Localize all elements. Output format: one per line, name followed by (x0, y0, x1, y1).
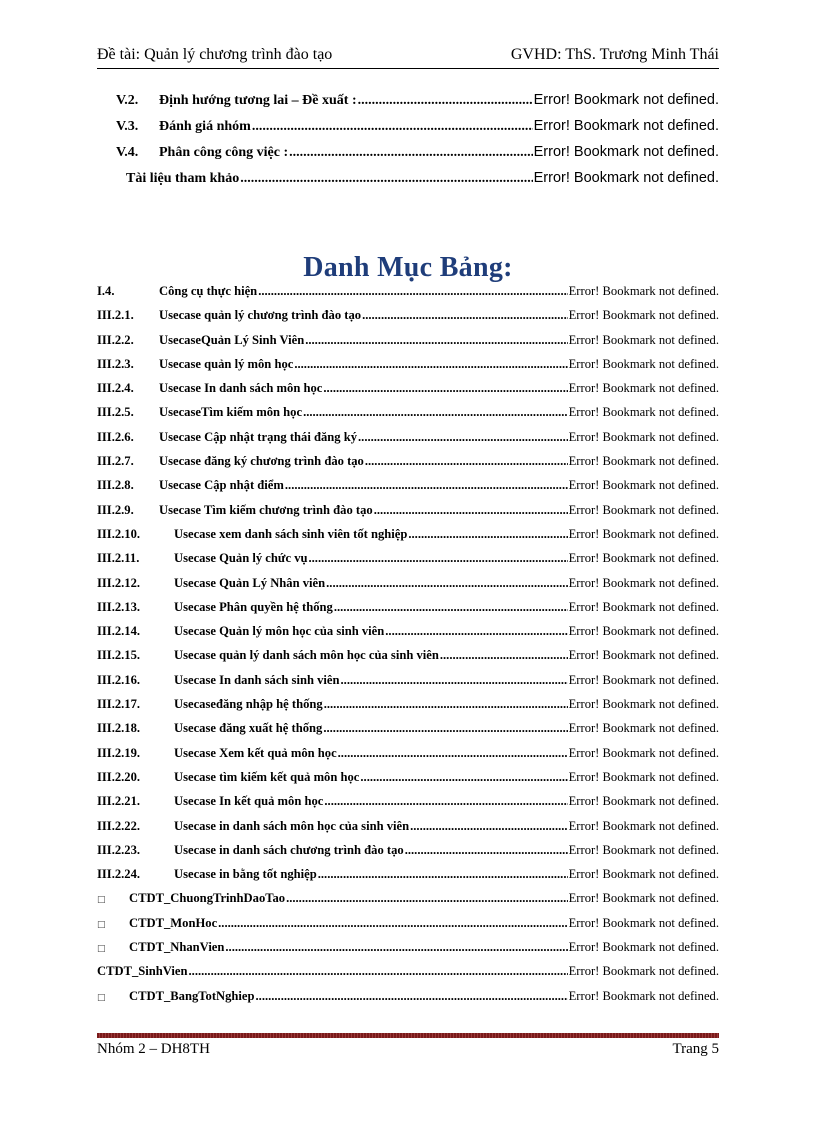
dot-leader (189, 964, 568, 979)
toc-entry-number: III.2.6. (97, 429, 134, 444)
toc-entry[interactable] (97, 478, 719, 502)
dot-leader (256, 989, 568, 1004)
toc-entry-title: Usecase đăng ký chương trình đào tạo (159, 454, 364, 469)
header-topic: Đề tài: Quản lý chương trình đào tạo (97, 46, 333, 63)
toc-entry-title: Usecase quản lý môn học (159, 356, 294, 371)
toc-entry[interactable] (97, 576, 719, 600)
toc-entry[interactable] (97, 770, 719, 794)
toc-entry-title: UsecaseTìm kiếm môn học (159, 405, 303, 420)
toc-entry-number: III.2.11. (97, 551, 140, 566)
toc-entry[interactable] (97, 92, 719, 118)
toc-entry-ref: Error! Bookmark not defined. (568, 891, 719, 906)
toc-entry-number: III.2.14. (97, 624, 141, 639)
toc-entry-ref: Error! Bookmark not defined. (568, 454, 719, 469)
toc-entry-number: III.2.18. (97, 721, 141, 736)
toc-entry[interactable] (97, 284, 719, 308)
toc-entry-ref: Error! Bookmark not defined. (533, 170, 719, 186)
checkbox-bullet-icon: □ (97, 944, 106, 955)
toc-entry-title: Usecase Phân quyền hệ thống (174, 599, 333, 614)
toc-entry-title: CTDT_BangTotNghiep (129, 988, 255, 1003)
toc-entry[interactable] (97, 405, 719, 429)
toc-entry-number: III.2.23. (97, 842, 141, 857)
toc-entry-ref: Error! Bookmark not defined. (568, 526, 719, 541)
toc-entry-ref: Error! Bookmark not defined. (533, 118, 719, 134)
dot-leader (358, 93, 533, 109)
toc-entry-title: Usecaseđăng nhập hệ thống (174, 697, 323, 712)
dot-leader (324, 794, 567, 809)
toc-entry-number: V.4. (116, 145, 139, 160)
toc-entry[interactable] (97, 891, 719, 915)
dot-leader (440, 648, 568, 663)
toc-entry-title: CTDT_SinhVien (97, 964, 188, 979)
dot-leader (258, 284, 567, 299)
toc-entry-number: III.2.22. (97, 818, 141, 833)
checkbox-bullet-icon: □ (97, 895, 106, 906)
toc-entry[interactable] (97, 551, 719, 575)
toc-entry-number: III.2.17. (97, 697, 141, 712)
toc-entry-ref: Error! Bookmark not defined. (533, 92, 719, 108)
toc-entry-title: Usecase in bằng tốt nghiệp (174, 867, 317, 882)
toc-entry[interactable] (97, 843, 719, 867)
toc-entry[interactable] (97, 624, 719, 648)
dot-leader (323, 721, 567, 736)
toc-entry-ref: Error! Bookmark not defined. (568, 794, 719, 809)
toc-entry-number: III.2.2. (97, 332, 134, 347)
toc-entry-number: III.2.20. (97, 769, 141, 784)
footer-group: Nhóm 2 – DH8TH (97, 1041, 210, 1057)
toc-entry-title: Phân công công việc : (159, 145, 289, 160)
dot-leader (365, 454, 568, 469)
dot-leader (334, 600, 568, 615)
toc-entry-number: III.2.4. (97, 381, 134, 396)
toc-entry-title: Usecase Quản Lý Nhân viên (174, 575, 326, 590)
toc-entry-title: Công cụ thực hiện (159, 284, 258, 298)
toc-entry-number: III.2.12. (97, 575, 141, 590)
toc-entry[interactable] (97, 794, 719, 818)
toc-entry-ref: Error! Bookmark not defined. (568, 672, 719, 687)
toc-entry-title: Định hướng tương lai – Đề xuất : (159, 93, 357, 108)
toc-entry-number: III.2.16. (97, 672, 141, 687)
toc-entry-title: Tài liệu tham khảo (126, 171, 240, 186)
toc-entry-title: Usecase In danh sách môn học (159, 381, 323, 396)
toc-entry-title: Usecase In kết quả môn học (174, 794, 324, 809)
dot-leader (289, 145, 533, 161)
dot-leader (405, 843, 568, 858)
table-list (97, 284, 719, 1013)
dot-leader (323, 381, 567, 396)
toc-entry-ref: Error! Bookmark not defined. (568, 356, 719, 371)
toc-entry-ref: Error! Bookmark not defined. (568, 551, 719, 566)
dot-leader (318, 867, 568, 882)
toc-entry-ref: Error! Bookmark not defined. (568, 332, 719, 347)
toc-entry[interactable] (97, 721, 719, 745)
toc-entry-number: III.2.3. (97, 356, 134, 371)
toc-entry-ref: Error! Bookmark not defined. (568, 940, 719, 955)
checkbox-bullet-icon: □ (97, 919, 106, 930)
toc-entry-ref: Error! Bookmark not defined. (568, 624, 719, 639)
toc-entry[interactable] (97, 454, 719, 478)
toc-entry-number: III.2.10. (97, 526, 141, 541)
dot-leader (218, 916, 567, 931)
dot-leader (303, 405, 568, 420)
toc-entry-ref: Error! Bookmark not defined. (568, 429, 719, 444)
header-advisor: GVHD: ThS. Trương Minh Thái (510, 46, 719, 63)
toc-entry-ref: Error! Bookmark not defined. (568, 721, 719, 736)
toc-entry-number: V.3. (116, 119, 139, 134)
dot-leader (338, 746, 568, 761)
toc-entry-title: Usecase quản lý chương trình đào tạo (159, 308, 362, 323)
toc-entry-title: Usecase quản lý danh sách môn học của sinh viên (174, 648, 439, 663)
toc-entry-number: III.2.9. (97, 502, 134, 517)
dot-leader (362, 308, 568, 323)
toc-entry[interactable] (97, 600, 719, 624)
toc-entry[interactable] (97, 648, 719, 672)
toc-entry-ref: Error! Bookmark not defined. (533, 144, 719, 160)
dot-leader (305, 333, 567, 348)
toc-entry-ref: Error! Bookmark not defined. (568, 284, 719, 298)
toc-entry-ref: Error! Bookmark not defined. (568, 769, 719, 784)
dot-leader (225, 940, 567, 955)
toc-entry[interactable] (97, 503, 719, 527)
toc-entry-title: UsecaseQuản Lý Sinh Viên (159, 332, 305, 347)
toc-entry[interactable] (97, 170, 719, 196)
toc-entry[interactable] (97, 357, 719, 381)
toc-entry-number: III.2.7. (97, 454, 134, 469)
toc-entry-title: Usecase tìm kiếm kết quả môn học (174, 769, 360, 784)
dot-leader (410, 819, 567, 834)
toc-entry-number: I.4. (97, 284, 115, 298)
dot-leader (358, 430, 568, 445)
dot-leader (324, 697, 568, 712)
toc-entry-ref: Error! Bookmark not defined. (568, 478, 719, 493)
toc-entry-number: III.2.24. (97, 867, 141, 882)
toc-entry-ref: Error! Bookmark not defined. (568, 599, 719, 614)
toc-entry-title: Usecase Xem kết quả môn học (174, 745, 337, 760)
toc-entry-ref: Error! Bookmark not defined. (568, 697, 719, 712)
dot-leader (294, 357, 567, 372)
toc-entry-number: III.2.21. (97, 794, 141, 809)
toc-entry-title: Usecase Quản lý chức vụ (174, 551, 308, 566)
toc-entry-title: Usecase đăng xuất hệ thống (174, 721, 323, 736)
toc-entry-ref: Error! Bookmark not defined. (568, 502, 719, 517)
dot-leader (341, 673, 568, 688)
toc-entry-ref: Error! Bookmark not defined. (568, 964, 719, 979)
toc-entry-ref: Error! Bookmark not defined. (568, 867, 719, 882)
dot-leader (240, 171, 532, 187)
toc-entry-number: III.2.13. (97, 599, 141, 614)
toc-entry[interactable] (97, 916, 719, 940)
toc-entry-ref: Error! Bookmark not defined. (568, 575, 719, 590)
toc-entry-title: CTDT_ChuongTrinhDaoTao (129, 891, 286, 906)
toc-entry[interactable] (97, 333, 719, 357)
dot-leader (374, 503, 568, 518)
dot-leader (309, 551, 568, 566)
toc-entry[interactable] (97, 144, 719, 170)
dot-leader (285, 478, 568, 493)
toc-entry-number: III.2.15. (97, 648, 141, 663)
toc-entry-title: CTDT_MonHoc (129, 915, 218, 930)
dot-leader (385, 624, 567, 639)
toc-entry-ref: Error! Bookmark not defined. (568, 915, 719, 930)
toc-entry[interactable] (97, 381, 719, 405)
toc-continued (97, 92, 719, 196)
toc-entry-title: Usecase Tìm kiếm chương trình đào tạo (159, 502, 373, 517)
toc-entry[interactable] (97, 940, 719, 964)
toc-entry-number: III.2.8. (97, 478, 134, 493)
dot-leader (360, 770, 567, 785)
toc-entry-title: Usecase Cập nhật trạng thái đăng ký (159, 429, 358, 444)
toc-entry-title: Đánh giá nhóm (159, 119, 251, 134)
toc-entry[interactable] (97, 673, 719, 697)
toc-entry-title: Usecase in danh sách chương trình đào tạo (174, 842, 404, 857)
section-heading: Danh Mục Bảng: (303, 252, 513, 283)
toc-entry-ref: Error! Bookmark not defined. (568, 842, 719, 857)
toc-entry[interactable] (97, 867, 719, 891)
toc-entry[interactable] (97, 308, 719, 332)
dot-leader (286, 891, 568, 906)
toc-entry-number: III.2.19. (97, 745, 141, 760)
toc-entry-title: Usecase In danh sách sinh viên (174, 672, 340, 687)
header-divider (97, 68, 719, 69)
toc-entry[interactable] (97, 430, 719, 454)
dot-leader (326, 576, 567, 591)
toc-entry-ref: Error! Bookmark not defined. (568, 648, 719, 663)
page-number: Trang 5 (672, 1041, 719, 1057)
toc-entry-ref: Error! Bookmark not defined. (568, 745, 719, 760)
footer-divider (97, 1033, 719, 1038)
toc-entry-ref: Error! Bookmark not defined. (568, 308, 719, 323)
toc-entry[interactable] (97, 697, 719, 721)
checkbox-bullet-icon: □ (97, 992, 106, 1003)
toc-entry-ref: Error! Bookmark not defined. (568, 381, 719, 396)
toc-entry-number: V.2. (116, 93, 139, 108)
toc-entry[interactable] (97, 527, 719, 551)
toc-entry[interactable] (97, 819, 719, 843)
toc-entry[interactable] (97, 118, 719, 144)
toc-entry-title: Usecase Quản lý môn học của sinh viên (174, 624, 385, 639)
toc-entry-ref: Error! Bookmark not defined. (568, 818, 719, 833)
toc-entry[interactable] (97, 746, 719, 770)
dot-leader (252, 119, 533, 135)
toc-entry-title: Usecase xem danh sách sinh viên tốt nghiệp (174, 526, 408, 541)
toc-entry-number: III.2.1. (97, 308, 134, 323)
toc-entry-title: CTDT_NhanVien (129, 940, 225, 955)
toc-entry-title: Usecase in danh sách môn học của sinh viên (174, 818, 410, 833)
toc-entry-ref: Error! Bookmark not defined. (568, 988, 719, 1003)
dot-leader (408, 527, 567, 542)
toc-entry[interactable] (97, 964, 719, 988)
toc-entry[interactable] (97, 989, 719, 1013)
page-header (97, 46, 719, 68)
toc-entry-number: III.2.5. (97, 405, 134, 420)
toc-entry-ref: Error! Bookmark not defined. (568, 405, 719, 420)
toc-entry-title: Usecase Cập nhật điểm (159, 478, 284, 493)
